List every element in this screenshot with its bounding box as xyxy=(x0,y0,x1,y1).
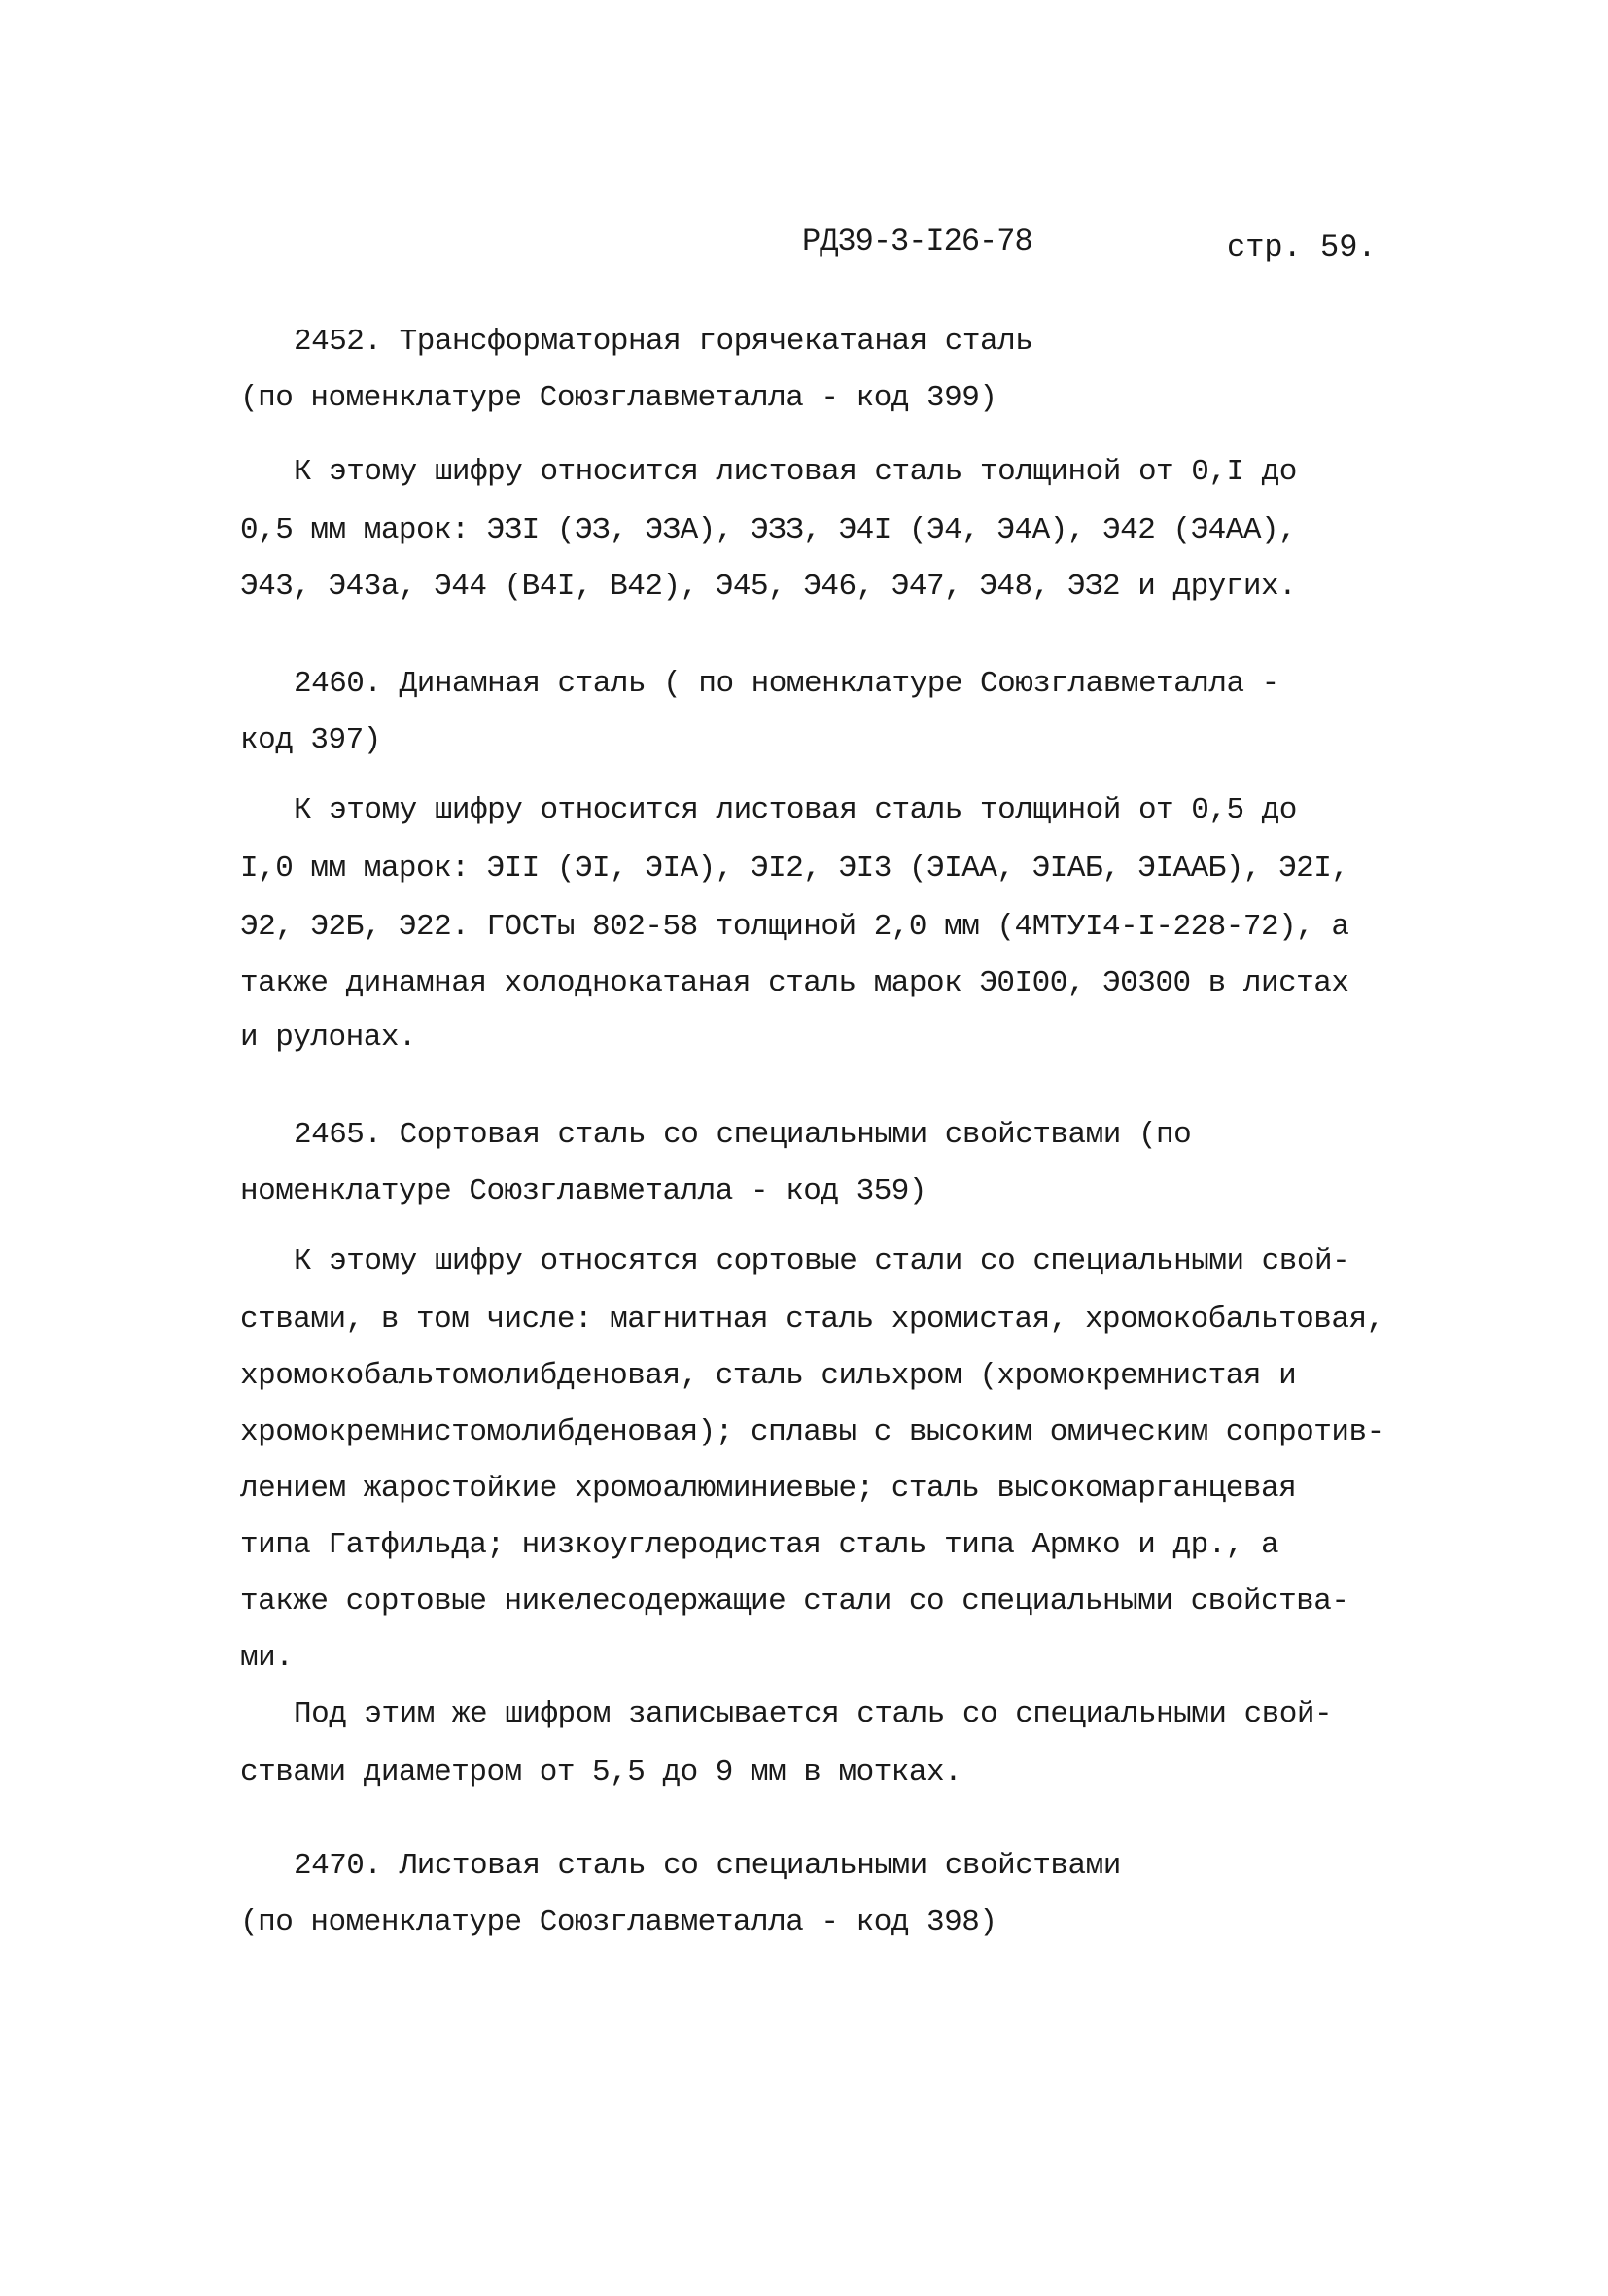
section-2465-body-line-1: К этому шифру относятся сортовые стали со специальными свой- xyxy=(294,1244,1350,1278)
section-2470-title-line-1: 2470. Листовая сталь со специальными свойствами xyxy=(294,1849,1121,1883)
section-2465-body-line-3: хромокобальтомолибденовая, сталь сильхром (хромокремнистая и xyxy=(240,1359,1297,1393)
section-2460-body-line-4: также динамная холоднокатаная сталь марок Э0I00, Э0300 в листах xyxy=(240,966,1349,1000)
document-code: РД39-3-I26-78 xyxy=(802,224,1032,260)
section-2452-body-line-2: 0,5 мм марок: ЭЗI (ЭЗ, ЭЗА), ЭЗЗ, Э4I (Э4, Э4А), Э42 (Э4АА), xyxy=(240,513,1297,547)
section-2465-body-line-2: ствами, в том числе: магнитная сталь хромистая, хромокобальтовая, xyxy=(240,1303,1384,1337)
section-2465-body-line-5: лением жаростойкие хромоалюминиевые; сталь высокомарганцевая xyxy=(240,1472,1297,1506)
section-2460-body-line-1: К этому шифру относится листовая сталь толщиной от 0,5 до xyxy=(294,793,1297,827)
section-2460-title-line-2: код 397) xyxy=(240,723,381,757)
section-2465-body-line-6: типа Гатфильда; низкоуглеродистая сталь типа Армко и др., а xyxy=(240,1528,1279,1562)
section-2460-body-line-3: Э2, Э2Б, Э22. ГОСТы 802-58 толщиной 2,0 мм (4МТУI4-I-228-72), а xyxy=(240,910,1349,944)
section-2452-body-line-1: К этому шифру относится листовая сталь толщиной от 0,I до xyxy=(294,455,1297,489)
page-number: стр. 59. xyxy=(1227,229,1377,265)
section-2452-body-line-3: Э43, Э43а, Э44 (В4I, В42), Э45, Э46, Э47, Э48, ЭЗ2 и других. xyxy=(240,570,1297,604)
section-2465-body-line-10: ствами диаметром от 5,5 до 9 мм в мотках. xyxy=(240,1756,962,1790)
section-2465-body-line-8: ми. xyxy=(240,1641,294,1675)
section-2460-body-line-5: и рулонах. xyxy=(240,1021,417,1055)
section-2452-title-line-1: 2452. Трансформаторная горячекатаная сталь xyxy=(294,325,1033,359)
section-2465-title-line-1: 2465. Сортовая сталь со специальными свойствами (по xyxy=(294,1118,1192,1152)
section-2465-body-line-4: хромокремнистомолибденовая); сплавы с высоким омическим сопротив- xyxy=(240,1415,1384,1449)
section-2465-title-line-2: номенклатуре Союзглавметалла - код 359) xyxy=(240,1174,927,1208)
section-2465-body-line-9: Под этим же шифром записывается сталь со специальными свой- xyxy=(294,1697,1333,1731)
section-2460-title-line-1: 2460. Динамная сталь ( по номенклатуре Союзглавметалла - xyxy=(294,667,1279,701)
section-2465-body-line-7: также сортовые никелесодержащие стали со специальными свойства- xyxy=(240,1584,1349,1618)
section-2452-title-line-2: (по номенклатуре Союзглавметалла - код 399) xyxy=(240,381,997,415)
section-2470-title-line-2: (по номенклатуре Союзглавметалла - код 398) xyxy=(240,1905,997,1939)
section-2460-body-line-2: I,0 мм марок: ЭII (ЭI, ЭIА), ЭI2, ЭI3 (ЭIАА, ЭIАБ, ЭIААБ), Э2I, xyxy=(240,852,1349,886)
